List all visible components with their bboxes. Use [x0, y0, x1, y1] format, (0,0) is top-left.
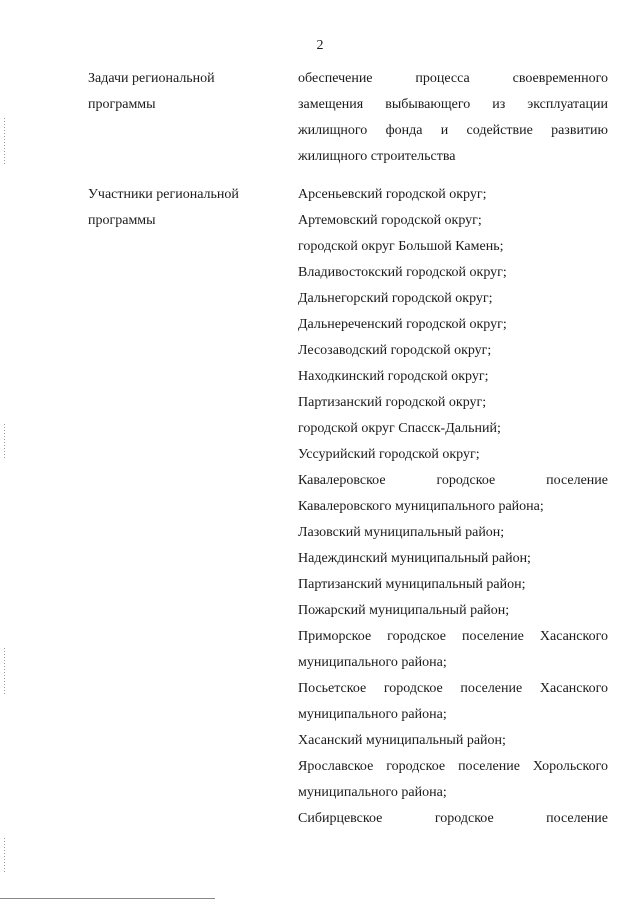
row-participants [88, 182, 608, 862]
value-line: Арсеньевский городской округ; [298, 187, 487, 202]
value-line: Уссурийский городской округ; [298, 447, 480, 462]
page-number: 2 [316, 38, 324, 53]
label-line: программы [88, 213, 156, 228]
row-value [298, 66, 608, 170]
label-line: программы [88, 97, 156, 112]
value-line: Партизанский муниципальный район; [298, 577, 526, 592]
scan-artifact [4, 118, 5, 166]
value-line: Лазовский муниципальный район; [298, 525, 505, 540]
value-line: Дальнереченский городской округ; [298, 317, 507, 332]
footer-rule [0, 898, 215, 899]
value-line: Артемовский городской округ; [298, 213, 482, 228]
row-label [88, 66, 278, 118]
value-line: городской округ Большой Камень; [298, 239, 504, 254]
scan-artifact [4, 838, 5, 872]
label-line: Участники региональной [88, 187, 239, 202]
row-label [88, 182, 278, 234]
value-line: Приморское городское поселение Хасанского [298, 629, 608, 644]
value-line: обеспечение процесса своевременного [298, 71, 608, 86]
value-line: Пожарский муниципальный район; [298, 603, 510, 618]
value-line: муниципального района; [298, 785, 447, 800]
value-line: Хасанский муниципальный район; [298, 733, 506, 748]
value-line: Посьетское городское поселение Хасанского [298, 681, 608, 696]
row-value [298, 182, 608, 832]
value-line: Сибирцевское городское поселение [298, 811, 608, 826]
value-line: муниципального района; [298, 655, 447, 670]
value-line: замещения выбывающего из эксплуатации [298, 97, 608, 112]
label-line: Задачи региональной [88, 71, 215, 86]
value-line: жилищного фонда и содействие развитию [298, 123, 608, 138]
value-line: муниципального района; [298, 707, 447, 722]
scan-artifact [4, 648, 5, 694]
row-tasks [88, 66, 608, 176]
value-line: городской округ Спасск-Дальний; [298, 421, 501, 436]
value-line: Владивостокский городской округ; [298, 265, 507, 280]
value-line: Ярославское городское поселение Хорольского [298, 759, 608, 774]
value-line: Лесозаводский городской округ; [298, 343, 492, 358]
scan-artifact [4, 424, 5, 460]
value-line: Находкинский городской округ; [298, 369, 489, 384]
value-line: Надеждинский муниципальный район; [298, 551, 531, 566]
value-line: жилищного строительства [298, 149, 456, 164]
value-line: Дальнегорский городской округ; [298, 291, 493, 306]
value-line: Партизанский городской округ; [298, 395, 487, 410]
value-line: Кавалеровского муниципального района; [298, 499, 544, 514]
value-line: Кавалеровское городское поселение [298, 473, 608, 488]
